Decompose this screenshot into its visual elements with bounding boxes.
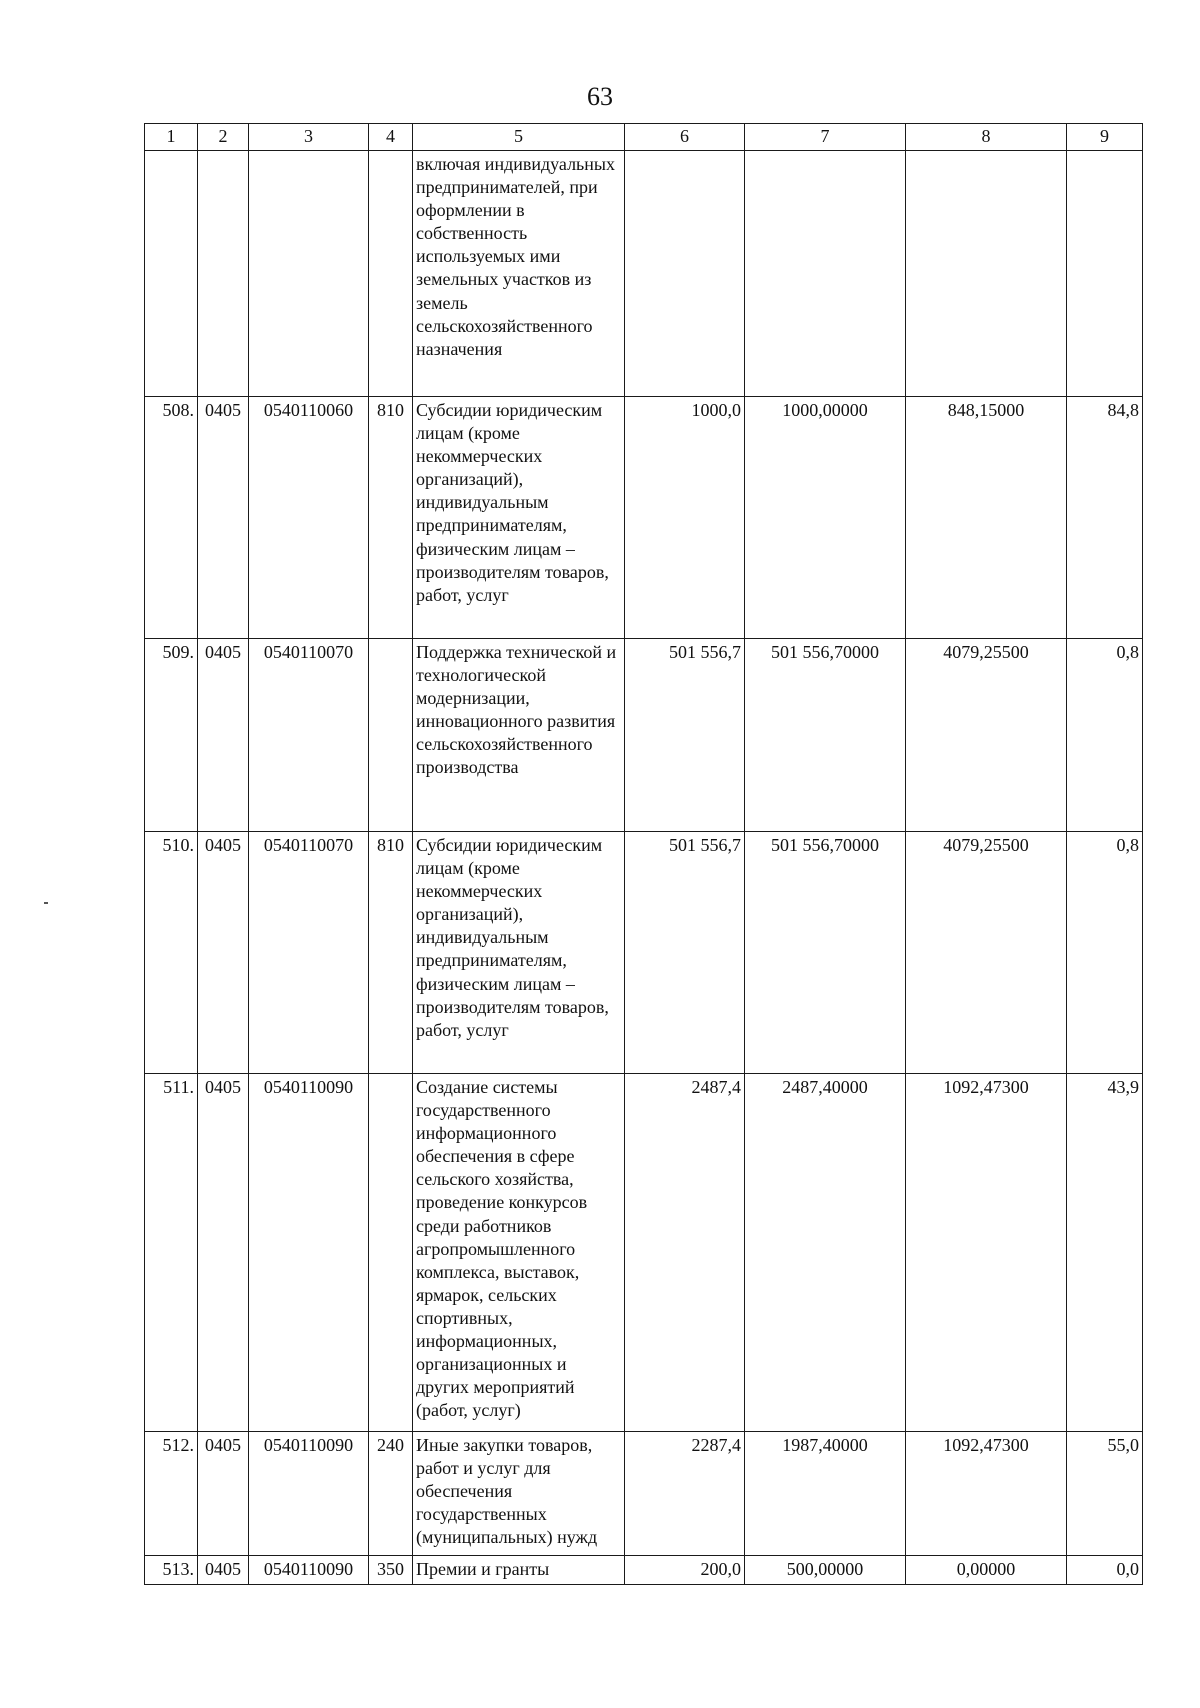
- target-code: 0540110060: [249, 397, 369, 639]
- item-name: Поддержка технической и технологической модернизации, инновационного развития сельскохозяйственного производства: [413, 639, 625, 832]
- table-row: [145, 639, 1143, 832]
- scan-mark: [44, 902, 48, 904]
- value-col9: 55,0: [1067, 1432, 1143, 1556]
- section-code: 0405: [198, 832, 249, 1074]
- table-row: [145, 1432, 1143, 1556]
- value-col6: [625, 151, 745, 397]
- budget-table-container: [144, 123, 1143, 1585]
- value-col7: 2487,40000: [745, 1074, 906, 1432]
- row-number: 511.: [145, 1074, 198, 1432]
- header-cell-3: 3: [249, 124, 369, 151]
- value-col9: 0,0: [1067, 1556, 1143, 1585]
- value-col9: 84,8: [1067, 397, 1143, 639]
- value-col7: 501 556,70000: [745, 832, 906, 1074]
- value-col9: 0,8: [1067, 832, 1143, 1074]
- row-number: [145, 151, 198, 397]
- value-col9: 0,8: [1067, 639, 1143, 832]
- item-name: Субсидии юридическим лицам (кроме некоммерческих организаций), индивидуальным предпринимателям, физическим лицам – производителям товаров, работ, услуг: [413, 832, 625, 1074]
- header-cell-1: 1: [145, 124, 198, 151]
- value-col7: 1987,40000: [745, 1432, 906, 1556]
- value-col8: 0,00000: [906, 1556, 1067, 1585]
- row-number: 510.: [145, 832, 198, 1074]
- expense-type-code: 240: [369, 1432, 413, 1556]
- value-col6: 501 556,7: [625, 832, 745, 1074]
- target-code: 0540110070: [249, 639, 369, 832]
- section-code: 0405: [198, 639, 249, 832]
- item-name: включая индивидуальных предпринимателей, при оформлении в собственность используемых ими земельных участков из земель сельскохозяйственного назначения: [413, 151, 625, 397]
- expense-type-code: [369, 1074, 413, 1432]
- value-col8: 4079,25500: [906, 639, 1067, 832]
- target-code: 0540110090: [249, 1074, 369, 1432]
- table-row: [145, 1556, 1143, 1585]
- page-number: 63: [587, 82, 613, 111]
- item-name: Иные закупки товаров, работ и услуг для обеспечения государственных (муниципальных) нужд: [413, 1432, 625, 1556]
- table-row: [145, 832, 1143, 1074]
- header-cell-5: 5: [413, 124, 625, 151]
- value-col7: 1000,00000: [745, 397, 906, 639]
- value-col8: 1092,47300: [906, 1074, 1067, 1432]
- value-col7: 500,00000: [745, 1556, 906, 1585]
- row-number: 512.: [145, 1432, 198, 1556]
- header-cell-9: 9: [1067, 124, 1143, 151]
- value-col6: 1000,0: [625, 397, 745, 639]
- value-col9: [1067, 151, 1143, 397]
- expense-type-code: 810: [369, 832, 413, 1074]
- section-code: 0405: [198, 1556, 249, 1585]
- table-row: [145, 151, 1143, 397]
- value-col6: 501 556,7: [625, 639, 745, 832]
- section-code: 0405: [198, 1432, 249, 1556]
- section-code: [198, 151, 249, 397]
- header-cell-8: 8: [906, 124, 1067, 151]
- table-header-row: [145, 124, 1143, 151]
- target-code: 0540110090: [249, 1432, 369, 1556]
- value-col7: 501 556,70000: [745, 639, 906, 832]
- header-cell-6: 6: [625, 124, 745, 151]
- section-code: 0405: [198, 397, 249, 639]
- target-code: 0540110090: [249, 1556, 369, 1585]
- item-name: Премии и гранты: [413, 1556, 625, 1585]
- target-code: 0540110070: [249, 832, 369, 1074]
- value-col8: [906, 151, 1067, 397]
- expense-type-code: 810: [369, 397, 413, 639]
- item-name: Субсидии юридическим лицам (кроме некоммерческих организаций), индивидуальным предпринимателям, физическим лицам – производителям товаров, работ, услуг: [413, 397, 625, 639]
- value-col6: 2287,4: [625, 1432, 745, 1556]
- value-col6: 2487,4: [625, 1074, 745, 1432]
- header-cell-2: 2: [198, 124, 249, 151]
- row-number: 508.: [145, 397, 198, 639]
- value-col8: 4079,25500: [906, 832, 1067, 1074]
- row-number: 509.: [145, 639, 198, 832]
- header-cell-4: 4: [369, 124, 413, 151]
- section-code: 0405: [198, 1074, 249, 1432]
- expense-type-code: [369, 639, 413, 832]
- value-col9: 43,9: [1067, 1074, 1143, 1432]
- expense-type-code: 350: [369, 1556, 413, 1585]
- value-col7: [745, 151, 906, 397]
- header-cell-7: 7: [745, 124, 906, 151]
- target-code: [249, 151, 369, 397]
- expense-type-code: [369, 151, 413, 397]
- table-row: [145, 397, 1143, 639]
- row-number: 513.: [145, 1556, 198, 1585]
- table-row: [145, 1074, 1143, 1432]
- value-col8: 848,15000: [906, 397, 1067, 639]
- budget-table: [144, 123, 1143, 1585]
- value-col8: 1092,47300: [906, 1432, 1067, 1556]
- value-col6: 200,0: [625, 1556, 745, 1585]
- item-name: Создание системы государственного информационного обеспечения в сфере сельского хозяйства, проведение конкурсов среди работников агропромышленного комплекса, выставок, ярмарок, сельских спортивных, информационных, организационных и других мероприятий (работ, услуг): [413, 1074, 625, 1432]
